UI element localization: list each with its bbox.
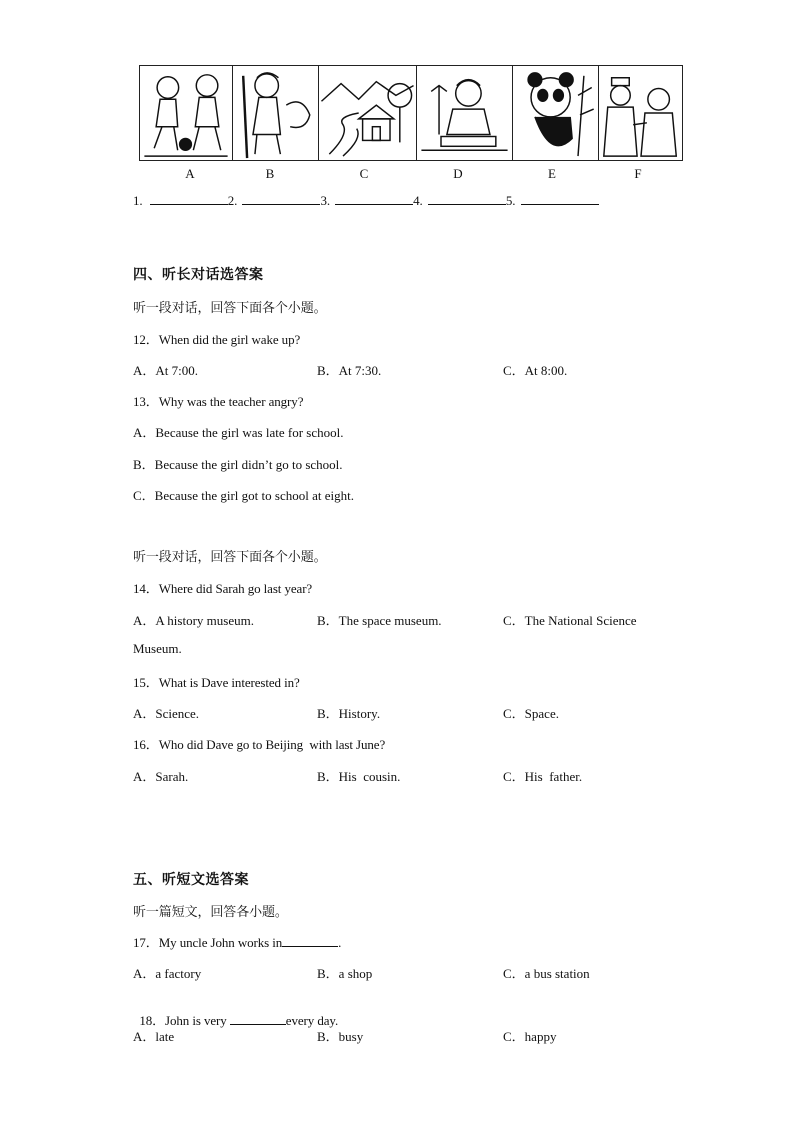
q18-option-c[interactable]: C．happy <box>503 1029 557 1044</box>
picture-b-monkey-king <box>233 66 319 160</box>
q15-option-a[interactable]: A．Science. <box>133 706 200 721</box>
blank-number-1: 1. <box>133 193 143 208</box>
answer-blanks-line <box>133 193 599 209</box>
q13-option-a[interactable]: A．Because the girl was late for school. <box>133 425 344 440</box>
section4-heading: 四、听长对话选答案 <box>133 267 264 283</box>
picture-label-f: F <box>634 166 642 181</box>
q17-stem-text: 17．My uncle John works in <box>133 935 283 950</box>
blank-number-5: 5. <box>505 193 516 208</box>
blank-number-2: 2. <box>227 193 238 208</box>
section4-intro-1: 听一段对话，回答下面各个小题。 <box>133 301 327 316</box>
q13-option-b[interactable]: B．Because the girl didn’t go to school. <box>133 457 343 472</box>
section5-intro: 听一篇短文，回答各小题。 <box>133 905 288 920</box>
picture-label-c: C <box>359 166 369 181</box>
answer-blank-4[interactable] <box>428 193 506 205</box>
q14-option-b[interactable]: B．The space museum. <box>317 613 442 628</box>
q12-option-b[interactable]: B．At 7:30. <box>317 363 382 378</box>
answer-blank-3[interactable] <box>335 193 413 205</box>
q12-option-a[interactable]: A．At 7:00. <box>133 363 199 378</box>
q18-stem-text: 18．John is very <box>139 1013 230 1028</box>
answer-blank-5[interactable] <box>521 193 599 205</box>
q12-stem: 12．When did the girl wake up? <box>133 332 301 347</box>
q14-option-c[interactable]: C．The National Science <box>503 613 637 628</box>
picture-c-house-by-river <box>319 66 417 160</box>
picture-label-a: A <box>185 166 195 181</box>
q16-option-a[interactable]: A．Sarah. <box>133 769 189 784</box>
q15-option-b[interactable]: B．History. <box>317 706 381 721</box>
picture-label-e: E <box>548 166 556 181</box>
q17-option-c[interactable]: C．a bus station <box>503 966 590 981</box>
picture-f-doctor-and-patient <box>599 66 684 160</box>
picture-e-panda <box>513 66 599 160</box>
blank-number-4: 4. <box>413 193 423 208</box>
q13-stem: 13．Why was the teacher angry? <box>133 394 304 409</box>
q18-answer-blank[interactable] <box>230 1013 286 1025</box>
picture-strip <box>139 65 683 161</box>
q15-stem: 15．What is Dave interested in? <box>133 675 300 690</box>
picture-a-children-playing-football <box>140 66 233 160</box>
section4-intro-2: 听一段对话，回答下面各个小题。 <box>133 550 327 565</box>
picture-label-d: D <box>453 166 463 181</box>
q18-stem <box>133 994 338 1029</box>
q18-stem-end: every day. <box>285 1013 339 1028</box>
q18-option-b[interactable]: B．busy <box>317 1029 364 1044</box>
q16-option-b[interactable]: B．His cousin. <box>317 769 401 784</box>
q17-option-a[interactable]: A．a factory <box>133 966 202 981</box>
q16-option-c[interactable]: C．His father. <box>503 769 583 784</box>
q14-option-c-continued[interactable]: Museum. <box>133 641 182 656</box>
q17-stem-end: . <box>338 935 342 950</box>
q16-stem: 16．Who did Dave go to Beijing with last June? <box>133 737 386 752</box>
q17-option-b[interactable]: B．a shop <box>317 966 373 981</box>
q17-answer-blank[interactable] <box>282 935 338 947</box>
picture-labels <box>139 166 683 182</box>
q17-stem <box>133 932 341 951</box>
q14-stem: 14．Where did Sarah go last year? <box>133 581 313 596</box>
answer-blank-1[interactable] <box>150 193 228 205</box>
q18-option-a[interactable]: A．late <box>133 1029 175 1044</box>
section5-heading: 五、听短文选答案 <box>133 872 249 888</box>
picture-d-boy-studying <box>417 66 513 160</box>
q13-option-c[interactable]: C．Because the girl got to school at eight. <box>133 488 354 503</box>
answer-blank-2[interactable] <box>242 193 320 205</box>
q14-option-a[interactable]: A．A history museum. <box>133 613 254 628</box>
q15-option-c[interactable]: C．Space. <box>503 706 559 721</box>
picture-label-b: B <box>265 166 275 181</box>
blank-number-3: 3. <box>320 193 330 208</box>
q12-option-c[interactable]: C．At 8:00. <box>503 363 568 378</box>
